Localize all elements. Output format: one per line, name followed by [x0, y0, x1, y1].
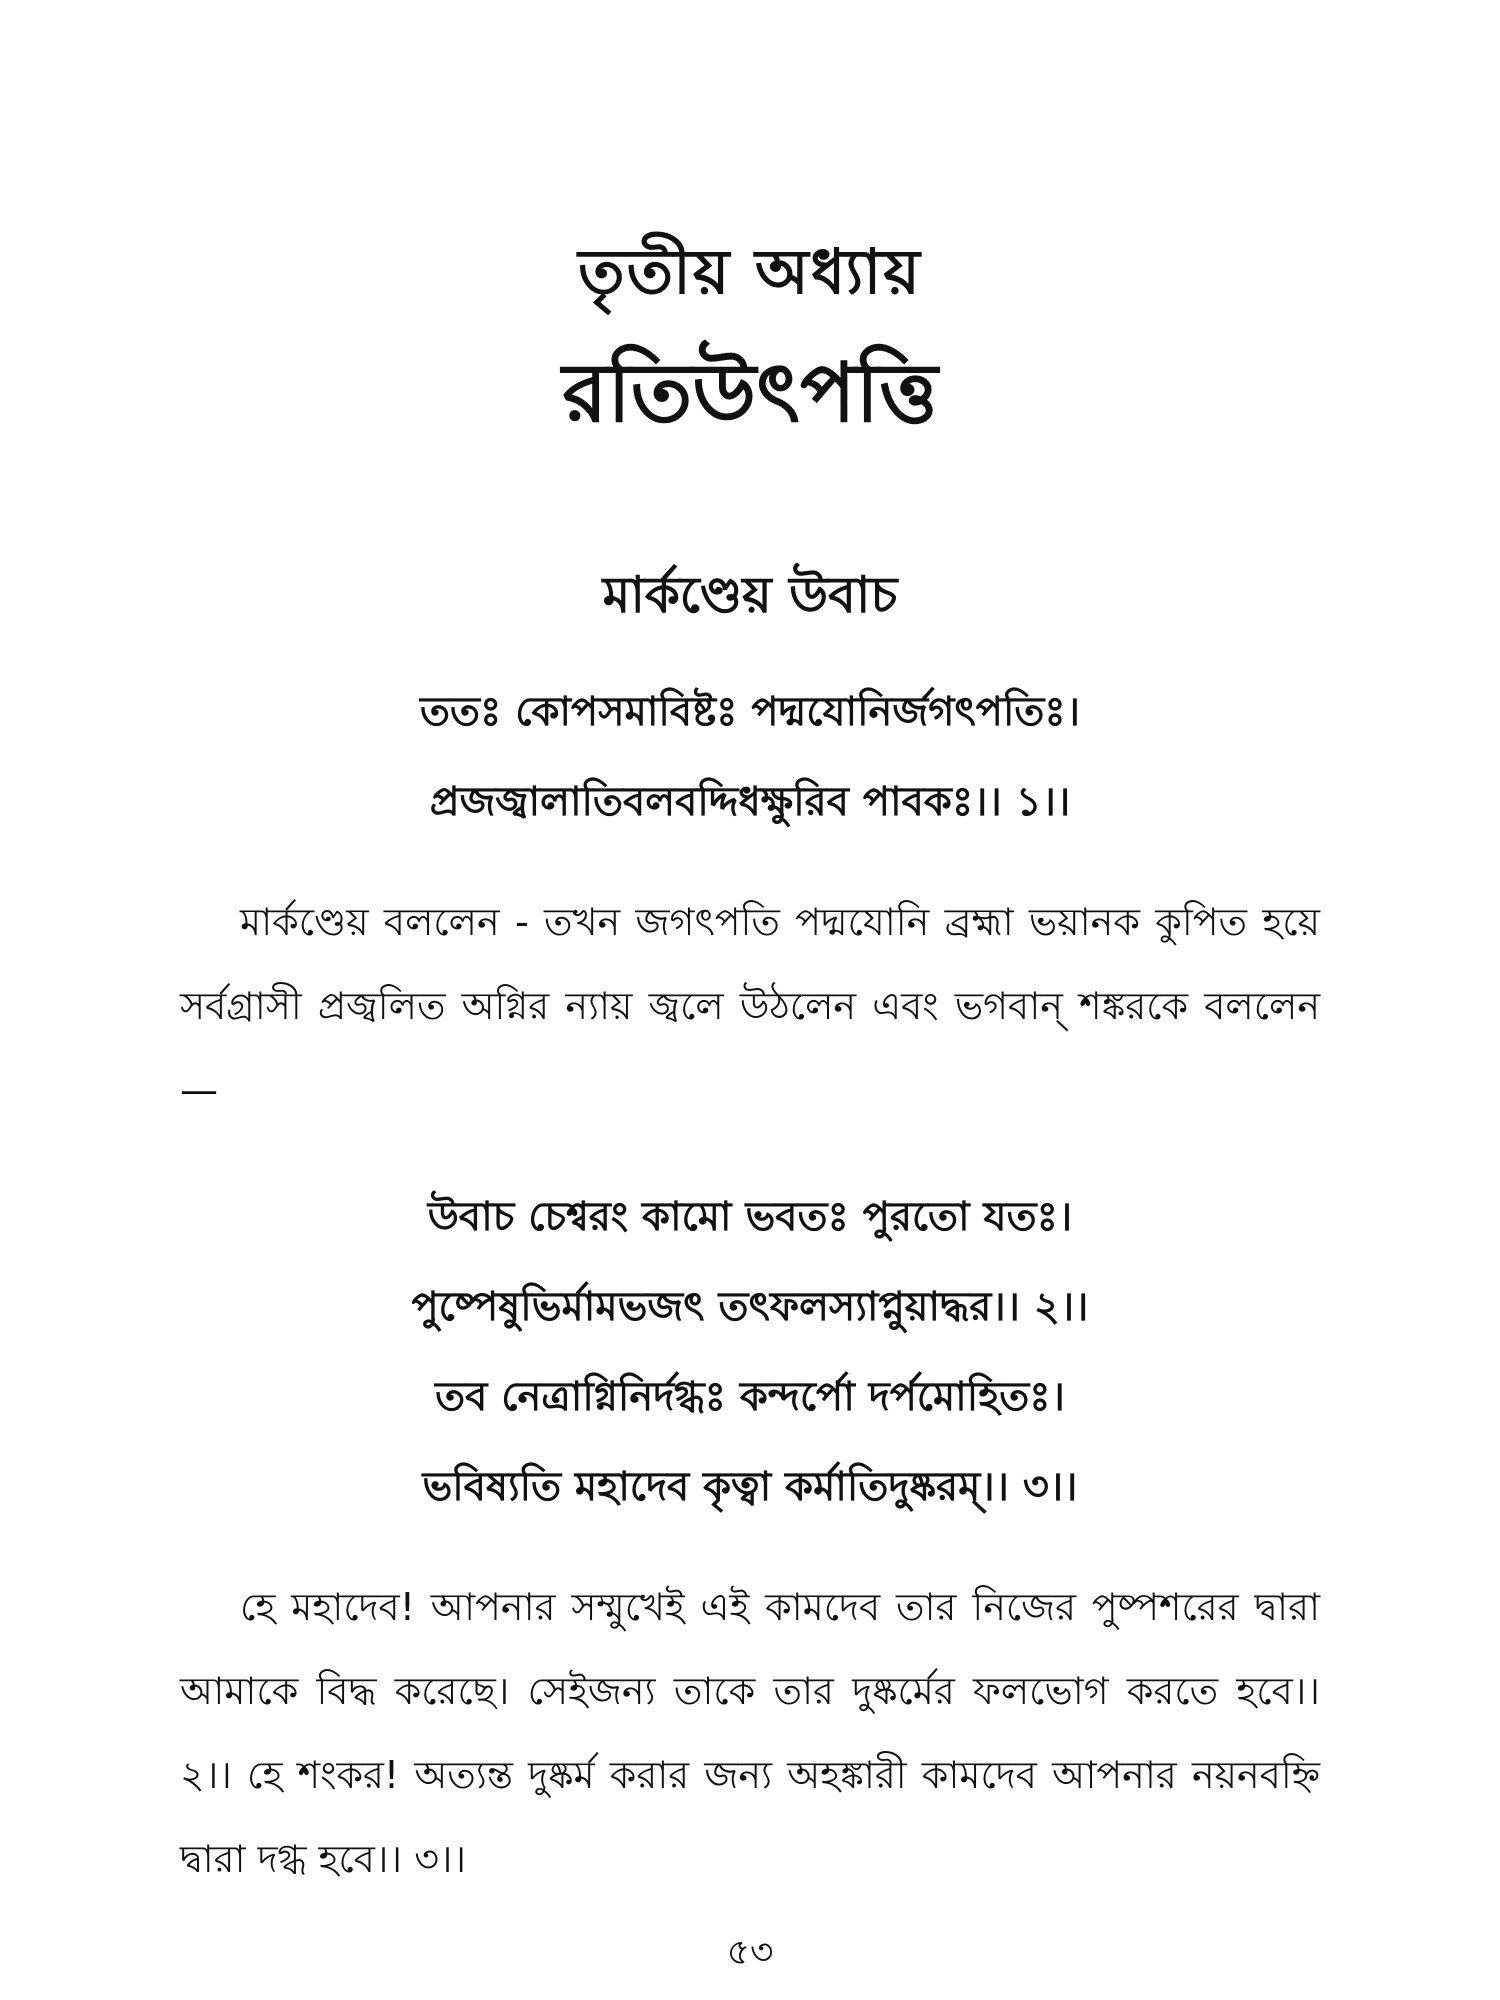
verse-2-line-3: তব নেত্রাগ্নিনির্দগ্ধঃ কন্দর্পো দর্পমোহিতঃ।	[435, 1374, 1065, 1420]
prose-paragraph-2	[180, 1565, 1320, 1901]
verse-1-line-2: প্রজজ্বালাতিবলবদ্দিধক্ষুরিব পাবকঃ।। ১।।	[429, 779, 1071, 825]
speaker-heading: মার্কণ্ডেয় উবাচ	[602, 566, 898, 624]
chapter-number: তৃতীয় অধ্যায়	[578, 235, 922, 308]
page-number: ৫৩	[726, 1932, 774, 1973]
verse-2-line-2: পুষ্পেষুভির্মামভজৎ তৎফলস্যাপ্নুয়াদ্ধর।। ২।।	[411, 1284, 1089, 1330]
chapter-title: রতিউৎপত্তি	[562, 346, 938, 441]
verse-2-line-4: ভবিষ্যতি মহাদেব কৃত্বা কর্মাতিদুষ্করম্।। ৩।।	[422, 1464, 1078, 1510]
verse-1-line-1: ততঃ কোপসমাবিষ্টঃ পদ্মযোনির্জগৎপতিঃ।	[419, 689, 1081, 735]
verse-2-line-1: উবাচ চেশ্বরং কামো ভবতঃ পুরতো যতঃ।	[427, 1194, 1073, 1240]
prose-2-text: হে মহাদেব! আপনার সম্মুখেই এই কামদেব তার নিজের পুষ্পশরের দ্বারা আমাকে বিদ্ধ করেছে। সেইজন্য তাকে তার দুষ্কর্মের ফলভোগ করতে হবে।। ২।। হে শংকর! অত্যন্ত দুষ্কর্ম করার জন্য অহঙ্কারী কামদেব আপনার নয়নবহ্নি দ্বারা দগ্ধ হবে।। ৩।।	[180, 1585, 1320, 1881]
prose-paragraph-1	[180, 880, 1320, 1132]
prose-1-text: মার্কণ্ডেয় বললেন - তখন জগৎপতি পদ্মযোনি ব্রহ্মা ভয়ানক কুপিত হয়ে সর্বগ্রাসী প্রজ্বলিত অগ্নির ন্যায় জ্বলে উঠলেন এবং ভগবান্ শঙ্করকে বললেন—	[180, 900, 1320, 1112]
